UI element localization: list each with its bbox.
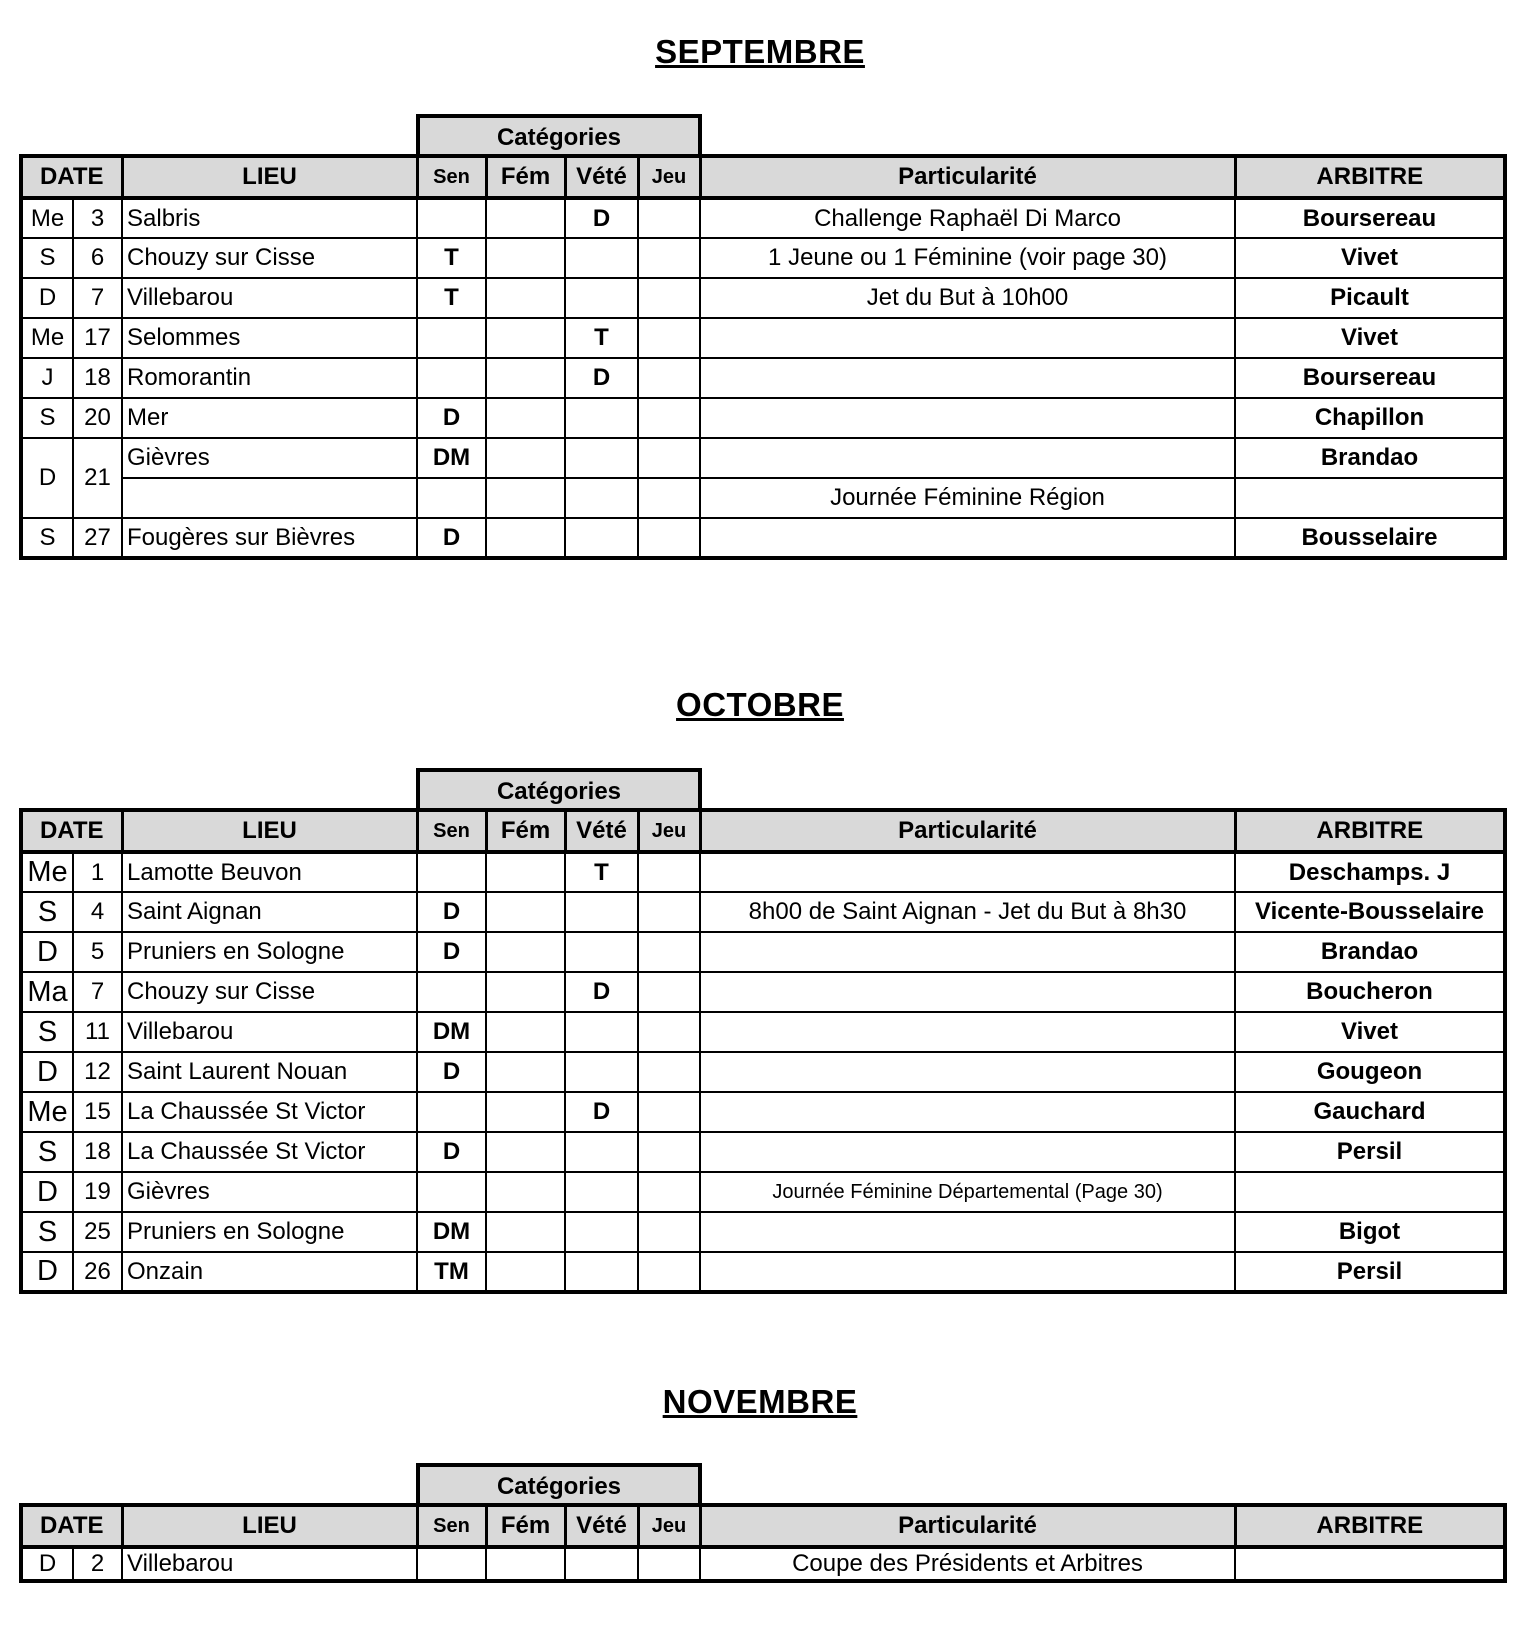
jeu-cell bbox=[638, 1132, 700, 1172]
date-cell: 11 bbox=[73, 1012, 122, 1052]
table-row bbox=[21, 1132, 1505, 1172]
arbitre-cell bbox=[1235, 1547, 1505, 1581]
day-cell: D bbox=[21, 1252, 73, 1292]
date-cell: 21 bbox=[73, 438, 122, 518]
vete-cell bbox=[565, 1547, 638, 1581]
sen-cell bbox=[417, 318, 486, 358]
particularite-cell bbox=[700, 932, 1235, 972]
arbitre-cell: Vicente-Bousselaire bbox=[1235, 892, 1505, 932]
day-cell: S bbox=[21, 398, 73, 438]
day-cell: D bbox=[21, 278, 73, 318]
jeu-cell bbox=[638, 892, 700, 932]
sen-cell: D bbox=[417, 1132, 486, 1172]
header-lieu: LIEU bbox=[122, 1505, 417, 1547]
sen-cell: D bbox=[417, 398, 486, 438]
fem-cell bbox=[486, 238, 565, 278]
lieu-cell: Saint Laurent Nouan bbox=[122, 1052, 417, 1092]
lieu-cell: Lamotte Beuvon bbox=[122, 852, 417, 892]
date-cell: 6 bbox=[73, 238, 122, 278]
day-cell: S bbox=[21, 518, 73, 558]
particularite-cell bbox=[700, 1252, 1235, 1292]
vete-cell bbox=[565, 518, 638, 558]
particularite-cell bbox=[700, 318, 1235, 358]
particularite-cell: 8h00 de Saint Aignan - Jet du But à 8h30 bbox=[700, 892, 1235, 932]
table-row bbox=[21, 852, 1505, 892]
header-vete: Vété bbox=[565, 810, 638, 852]
particularite-cell bbox=[700, 1132, 1235, 1172]
header-sen: Sen bbox=[417, 810, 486, 852]
arbitre-cell: Vivet bbox=[1235, 318, 1505, 358]
vete-cell bbox=[565, 1012, 638, 1052]
fem-cell bbox=[486, 1052, 565, 1092]
sen-cell bbox=[417, 972, 486, 1012]
fem-cell bbox=[486, 972, 565, 1012]
sen-cell bbox=[417, 478, 486, 518]
jeu-cell bbox=[638, 1252, 700, 1292]
fem-cell bbox=[486, 478, 565, 518]
vete-cell bbox=[565, 478, 638, 518]
jeu-cell bbox=[638, 518, 700, 558]
particularite-cell bbox=[700, 358, 1235, 398]
arbitre-cell: Persil bbox=[1235, 1132, 1505, 1172]
vete-cell bbox=[565, 278, 638, 318]
date-cell: 17 bbox=[73, 318, 122, 358]
jeu-cell bbox=[638, 198, 700, 238]
header-particularite: Particularité bbox=[700, 156, 1235, 198]
sen-cell bbox=[417, 198, 486, 238]
fem-cell bbox=[486, 518, 565, 558]
header-sen: Sen bbox=[417, 1505, 486, 1547]
header-particularite: Particularité bbox=[700, 810, 1235, 852]
date-cell: 18 bbox=[73, 358, 122, 398]
jeu-cell bbox=[638, 1172, 700, 1212]
lieu-cell: Selommes bbox=[122, 318, 417, 358]
date-cell: 27 bbox=[73, 518, 122, 558]
schedule-table-novembre bbox=[19, 1503, 1507, 1583]
lieu-cell: Pruniers en Sologne bbox=[122, 932, 417, 972]
month-title-novembre: NOVEMBRE bbox=[662, 1383, 858, 1420]
header-row bbox=[21, 156, 1505, 198]
particularite-cell bbox=[700, 398, 1235, 438]
particularite-cell bbox=[700, 1212, 1235, 1252]
jeu-cell bbox=[638, 1212, 700, 1252]
lieu-cell bbox=[122, 478, 417, 518]
arbitre-cell: Brandao bbox=[1235, 932, 1505, 972]
header-vete: Vété bbox=[565, 1505, 638, 1547]
sen-cell: D bbox=[417, 892, 486, 932]
day-cell: D bbox=[21, 1052, 73, 1092]
day-cell: Me bbox=[21, 1092, 73, 1132]
vete-cell: D bbox=[565, 972, 638, 1012]
vete-cell bbox=[565, 1252, 638, 1292]
fem-cell bbox=[486, 438, 565, 478]
day-cell: J bbox=[21, 358, 73, 398]
arbitre-cell bbox=[1235, 478, 1505, 518]
jeu-cell bbox=[638, 398, 700, 438]
fem-cell bbox=[486, 1547, 565, 1581]
lieu-cell: Villebarou bbox=[122, 1547, 417, 1581]
header-arbitre: ARBITRE bbox=[1235, 1505, 1505, 1547]
sen-cell: DM bbox=[417, 438, 486, 478]
header-row bbox=[21, 810, 1505, 852]
day-cell: D bbox=[21, 1172, 73, 1212]
lieu-cell: Chouzy sur Cisse bbox=[122, 238, 417, 278]
arbitre-cell: Chapillon bbox=[1235, 398, 1505, 438]
fem-cell bbox=[486, 1212, 565, 1252]
sen-cell: TM bbox=[417, 1252, 486, 1292]
day-cell: Me bbox=[21, 198, 73, 238]
day-cell: Ma bbox=[21, 972, 73, 1012]
table-row bbox=[21, 932, 1505, 972]
date-cell: 4 bbox=[73, 892, 122, 932]
table-row bbox=[21, 1172, 1505, 1212]
header-lieu: LIEU bbox=[122, 810, 417, 852]
lieu-cell: Onzain bbox=[122, 1252, 417, 1292]
lieu-cell: Mer bbox=[122, 398, 417, 438]
day-cell: Me bbox=[21, 852, 73, 892]
sen-cell: D bbox=[417, 932, 486, 972]
day-cell: S bbox=[21, 1012, 73, 1052]
header-jeu: Jeu bbox=[638, 1505, 700, 1547]
date-cell: 18 bbox=[73, 1132, 122, 1172]
vete-cell: D bbox=[565, 1092, 638, 1132]
categories-header: Catégories bbox=[416, 114, 702, 154]
sen-cell bbox=[417, 1092, 486, 1132]
vete-cell: T bbox=[565, 318, 638, 358]
particularite-cell bbox=[700, 518, 1235, 558]
lieu-cell: Pruniers en Sologne bbox=[122, 1212, 417, 1252]
fem-cell bbox=[486, 1012, 565, 1052]
date-cell: 20 bbox=[73, 398, 122, 438]
arbitre-cell: Boursereau bbox=[1235, 198, 1505, 238]
vete-cell: T bbox=[565, 852, 638, 892]
header-date: DATE bbox=[21, 810, 122, 852]
vete-cell bbox=[565, 1052, 638, 1092]
lieu-cell: Saint Aignan bbox=[122, 892, 417, 932]
jeu-cell bbox=[638, 932, 700, 972]
sen-cell: DM bbox=[417, 1012, 486, 1052]
table-row bbox=[21, 518, 1505, 558]
header-jeu: Jeu bbox=[638, 810, 700, 852]
sen-cell: T bbox=[417, 238, 486, 278]
jeu-cell bbox=[638, 478, 700, 518]
day-cell: D bbox=[21, 932, 73, 972]
table-row bbox=[21, 318, 1505, 358]
jeu-cell bbox=[638, 1052, 700, 1092]
table-row bbox=[21, 1052, 1505, 1092]
vete-cell bbox=[565, 438, 638, 478]
header-fem: Fém bbox=[486, 810, 565, 852]
day-cell: S bbox=[21, 1132, 73, 1172]
jeu-cell bbox=[638, 318, 700, 358]
day-cell: D bbox=[21, 438, 73, 518]
vete-cell: D bbox=[565, 198, 638, 238]
table-row bbox=[21, 1092, 1505, 1132]
jeu-cell bbox=[638, 278, 700, 318]
header-row bbox=[21, 1505, 1505, 1547]
arbitre-cell: Vivet bbox=[1235, 1012, 1505, 1052]
header-arbitre: ARBITRE bbox=[1235, 156, 1505, 198]
sen-cell: DM bbox=[417, 1212, 486, 1252]
particularite-cell bbox=[700, 852, 1235, 892]
jeu-cell bbox=[638, 438, 700, 478]
jeu-cell bbox=[638, 972, 700, 1012]
lieu-cell: Villebarou bbox=[122, 278, 417, 318]
lieu-cell: La Chaussée St Victor bbox=[122, 1092, 417, 1132]
day-cell: S bbox=[21, 238, 73, 278]
sen-cell bbox=[417, 852, 486, 892]
sen-cell bbox=[417, 1547, 486, 1581]
fem-cell bbox=[486, 318, 565, 358]
arbitre-cell: Bigot bbox=[1235, 1212, 1505, 1252]
month-title-octobre: OCTOBRE bbox=[676, 686, 844, 723]
vete-cell bbox=[565, 1172, 638, 1212]
lieu-cell: Salbris bbox=[122, 198, 417, 238]
jeu-cell bbox=[638, 1547, 700, 1581]
sen-cell: D bbox=[417, 1052, 486, 1092]
arbitre-cell: Gauchard bbox=[1235, 1092, 1505, 1132]
date-cell: 15 bbox=[73, 1092, 122, 1132]
fem-cell bbox=[486, 198, 565, 238]
vete-cell bbox=[565, 1132, 638, 1172]
jeu-cell bbox=[638, 238, 700, 278]
header-lieu: LIEU bbox=[122, 156, 417, 198]
particularite-cell: Challenge Raphaël Di Marco bbox=[700, 198, 1235, 238]
particularite-cell: Journée Féminine Départemental (Page 30) bbox=[700, 1172, 1235, 1212]
fem-cell bbox=[486, 852, 565, 892]
arbitre-cell bbox=[1235, 1172, 1505, 1212]
arbitre-cell: Vivet bbox=[1235, 238, 1505, 278]
jeu-cell bbox=[638, 1012, 700, 1052]
particularite-cell: Jet du But à 10h00 bbox=[700, 278, 1235, 318]
table-row bbox=[21, 1212, 1505, 1252]
lieu-cell: La Chaussée St Victor bbox=[122, 1132, 417, 1172]
jeu-cell bbox=[638, 852, 700, 892]
header-arbitre: ARBITRE bbox=[1235, 810, 1505, 852]
header-particularite: Particularité bbox=[700, 1505, 1235, 1547]
particularite-cell: Coupe des Présidents et Arbitres bbox=[700, 1547, 1235, 1581]
arbitre-cell: Gougeon bbox=[1235, 1052, 1505, 1092]
table-row bbox=[21, 478, 1505, 518]
date-cell: 25 bbox=[73, 1212, 122, 1252]
sen-cell bbox=[417, 358, 486, 398]
fem-cell bbox=[486, 892, 565, 932]
fem-cell bbox=[486, 932, 565, 972]
date-cell: 19 bbox=[73, 1172, 122, 1212]
fem-cell bbox=[486, 358, 565, 398]
day-cell: S bbox=[21, 892, 73, 932]
header-fem: Fém bbox=[486, 1505, 565, 1547]
fem-cell bbox=[486, 398, 565, 438]
particularite-cell: 1 Jeune ou 1 Féminine (voir page 30) bbox=[700, 238, 1235, 278]
lieu-cell: Romorantin bbox=[122, 358, 417, 398]
arbitre-cell: Brandao bbox=[1235, 438, 1505, 478]
arbitre-cell: Bousselaire bbox=[1235, 518, 1505, 558]
particularite-cell bbox=[700, 1052, 1235, 1092]
month-title-septembre: SEPTEMBRE bbox=[655, 33, 865, 70]
header-vete: Vété bbox=[565, 156, 638, 198]
table-row bbox=[21, 1012, 1505, 1052]
particularite-cell bbox=[700, 972, 1235, 1012]
header-fem: Fém bbox=[486, 156, 565, 198]
arbitre-cell: Boucheron bbox=[1235, 972, 1505, 1012]
fem-cell bbox=[486, 1092, 565, 1132]
arbitre-cell: Persil bbox=[1235, 1252, 1505, 1292]
jeu-cell bbox=[638, 1092, 700, 1132]
header-sen: Sen bbox=[417, 156, 486, 198]
header-date: DATE bbox=[21, 1505, 122, 1547]
vete-cell bbox=[565, 892, 638, 932]
day-cell: D bbox=[21, 1547, 73, 1581]
date-cell: 7 bbox=[73, 278, 122, 318]
categories-header: Catégories bbox=[416, 768, 702, 808]
vete-cell bbox=[565, 932, 638, 972]
categories-header: Catégories bbox=[416, 1463, 702, 1503]
lieu-cell: Fougères sur Bièvres bbox=[122, 518, 417, 558]
particularite-cell bbox=[700, 438, 1235, 478]
date-cell: 12 bbox=[73, 1052, 122, 1092]
sen-cell bbox=[417, 1172, 486, 1212]
table-row bbox=[21, 1547, 1505, 1581]
header-date: DATE bbox=[21, 156, 122, 198]
vete-cell bbox=[565, 1212, 638, 1252]
vete-cell: D bbox=[565, 358, 638, 398]
date-cell: 26 bbox=[73, 1252, 122, 1292]
particularite-cell: Journée Féminine Région bbox=[700, 478, 1235, 518]
lieu-cell: Villebarou bbox=[122, 1012, 417, 1052]
date-cell: 2 bbox=[73, 1547, 122, 1581]
table-row bbox=[21, 398, 1505, 438]
header-jeu: Jeu bbox=[638, 156, 700, 198]
vete-cell bbox=[565, 238, 638, 278]
schedule-table-septembre bbox=[19, 154, 1507, 560]
sen-cell: D bbox=[417, 518, 486, 558]
arbitre-cell: Boursereau bbox=[1235, 358, 1505, 398]
table-row bbox=[21, 198, 1505, 238]
date-cell: 7 bbox=[73, 972, 122, 1012]
fem-cell bbox=[486, 1132, 565, 1172]
date-cell: 1 bbox=[73, 852, 122, 892]
arbitre-cell: Deschamps. J bbox=[1235, 852, 1505, 892]
fem-cell bbox=[486, 1172, 565, 1212]
vete-cell bbox=[565, 398, 638, 438]
table-row bbox=[21, 1252, 1505, 1292]
table-row bbox=[21, 238, 1505, 278]
date-cell: 5 bbox=[73, 932, 122, 972]
particularite-cell bbox=[700, 1092, 1235, 1132]
schedule-table-octobre bbox=[19, 808, 1507, 1294]
table-row bbox=[21, 278, 1505, 318]
sen-cell: T bbox=[417, 278, 486, 318]
arbitre-cell: Picault bbox=[1235, 278, 1505, 318]
lieu-cell: Gièvres bbox=[122, 1172, 417, 1212]
table-row bbox=[21, 972, 1505, 1012]
date-cell: 3 bbox=[73, 198, 122, 238]
day-cell: Me bbox=[21, 318, 73, 358]
fem-cell bbox=[486, 1252, 565, 1292]
particularite-cell bbox=[700, 1012, 1235, 1052]
jeu-cell bbox=[638, 358, 700, 398]
lieu-cell: Chouzy sur Cisse bbox=[122, 972, 417, 1012]
day-cell: S bbox=[21, 1212, 73, 1252]
table-row bbox=[21, 892, 1505, 932]
lieu-cell: Gièvres bbox=[122, 438, 417, 478]
table-row bbox=[21, 438, 1505, 478]
table-row bbox=[21, 358, 1505, 398]
fem-cell bbox=[486, 278, 565, 318]
